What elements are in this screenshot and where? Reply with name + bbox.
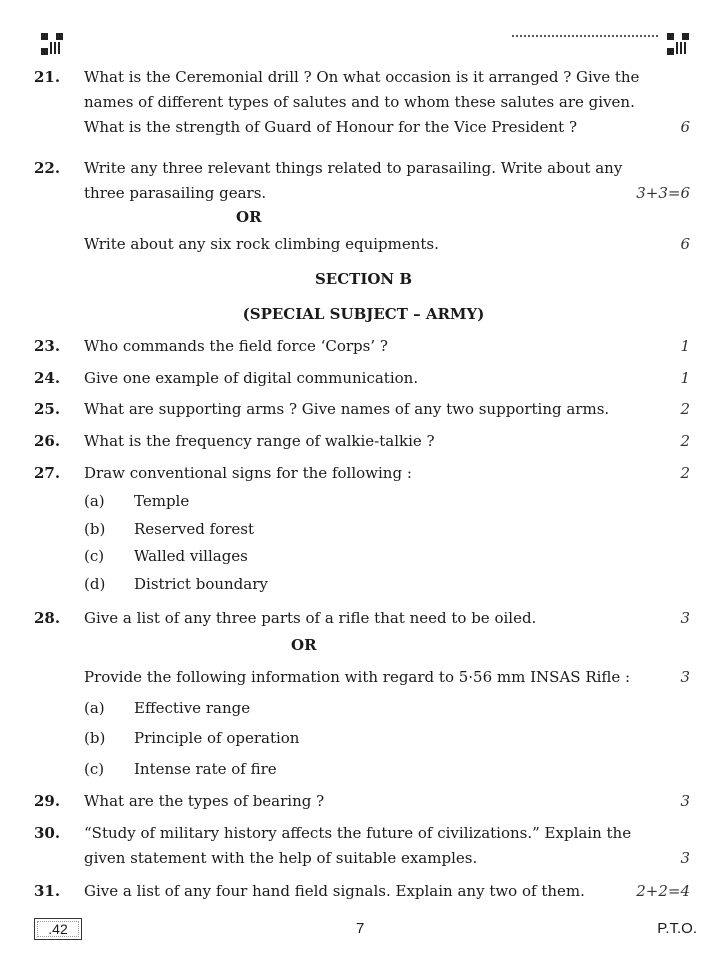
pto-label: P.T.O. xyxy=(657,920,697,937)
question-number: 21. xyxy=(34,68,61,86)
item-label: (b) xyxy=(84,520,106,538)
question-line: three parasailing gears. xyxy=(84,184,267,202)
question-number: 22. xyxy=(34,159,61,177)
item-text: Principle of operation xyxy=(134,729,300,747)
marks: 3 xyxy=(680,849,690,867)
question-text: What are the types of bearing ? xyxy=(84,792,325,810)
marks: 3 xyxy=(680,668,690,686)
marks: 2 xyxy=(680,400,690,418)
question-number: 23. xyxy=(34,337,61,355)
item-text: District boundary xyxy=(134,575,268,593)
header-dotted-line xyxy=(512,35,658,37)
question-line: Write any three relevant things related to parasailing. Write about any xyxy=(84,159,623,177)
marks: 1 xyxy=(680,337,690,355)
section-title: SECTION B xyxy=(314,270,413,288)
or-separator: OR xyxy=(291,636,317,654)
question-line: “Study of military history affects the future of civilizations.” Explain the xyxy=(84,824,632,842)
item-label: (c) xyxy=(84,547,105,565)
item-label: (d) xyxy=(84,575,106,593)
question-text: Give a list of any four hand field signals. Explain any two of them. xyxy=(84,882,585,900)
paper-code: .42 xyxy=(48,921,68,937)
section-subtitle: (SPECIAL SUBJECT – ARMY) xyxy=(242,305,485,323)
marks: 2 xyxy=(680,464,690,482)
question-number: 31. xyxy=(34,882,61,900)
marks: 3 xyxy=(680,609,690,627)
question-line: given statement with the help of suitable examples. xyxy=(84,849,478,867)
page-number: 7 xyxy=(356,920,365,937)
question-number: 24. xyxy=(34,369,61,387)
item-label: (a) xyxy=(84,699,105,717)
marks: 2+2=4 xyxy=(636,882,690,900)
question-number: 27. xyxy=(34,464,61,482)
marks: 6 xyxy=(680,118,690,136)
question-number: 25. xyxy=(34,400,61,418)
question-number: 30. xyxy=(34,824,61,842)
item-text: Intense rate of fire xyxy=(134,760,277,778)
question-line: What is the Ceremonial drill ? On what occasion is it arranged ? Give the xyxy=(84,68,640,86)
question-line: names of different types of salutes and to whom these salutes are given. xyxy=(84,93,635,111)
question-number: 28. xyxy=(34,609,61,627)
question-text: Give one example of digital communication. xyxy=(84,369,419,387)
marks: 3+3=6 xyxy=(636,184,690,202)
item-label: (c) xyxy=(84,760,105,778)
question-number: 29. xyxy=(34,792,61,810)
qr-code-left-icon xyxy=(40,32,64,56)
question-line: What is the strength of Guard of Honour for the Vice President ? xyxy=(84,118,578,136)
qr-code-right-icon xyxy=(666,32,690,56)
marks: 3 xyxy=(680,792,690,810)
item-text: Reserved forest xyxy=(134,520,254,538)
question-line: Write about any six rock climbing equipments. xyxy=(84,235,439,253)
question-text: Who commands the field force ‘Corps’ ? xyxy=(84,337,388,355)
item-label: (b) xyxy=(84,729,106,747)
item-label: (a) xyxy=(84,492,105,510)
question-text: What are supporting arms ? Give names of any two supporting arms. xyxy=(84,400,610,418)
question-text: Draw conventional signs for the following : xyxy=(84,464,412,482)
paper-code-box xyxy=(34,918,82,940)
marks: 2 xyxy=(680,432,690,450)
question-number: 26. xyxy=(34,432,61,450)
question-text: Give a list of any three parts of a rifle that need to be oiled. xyxy=(84,609,537,627)
marks: 1 xyxy=(680,369,690,387)
question-text: What is the frequency range of walkie-talkie ? xyxy=(84,432,435,450)
item-text: Effective range xyxy=(134,699,251,717)
item-text: Temple xyxy=(134,492,190,510)
item-text: Walled villages xyxy=(134,547,248,565)
marks: 6 xyxy=(680,235,690,253)
or-separator: OR xyxy=(236,208,262,226)
question-text: Provide the following information with regard to 5·56 mm INSAS Rifle : xyxy=(84,668,631,686)
